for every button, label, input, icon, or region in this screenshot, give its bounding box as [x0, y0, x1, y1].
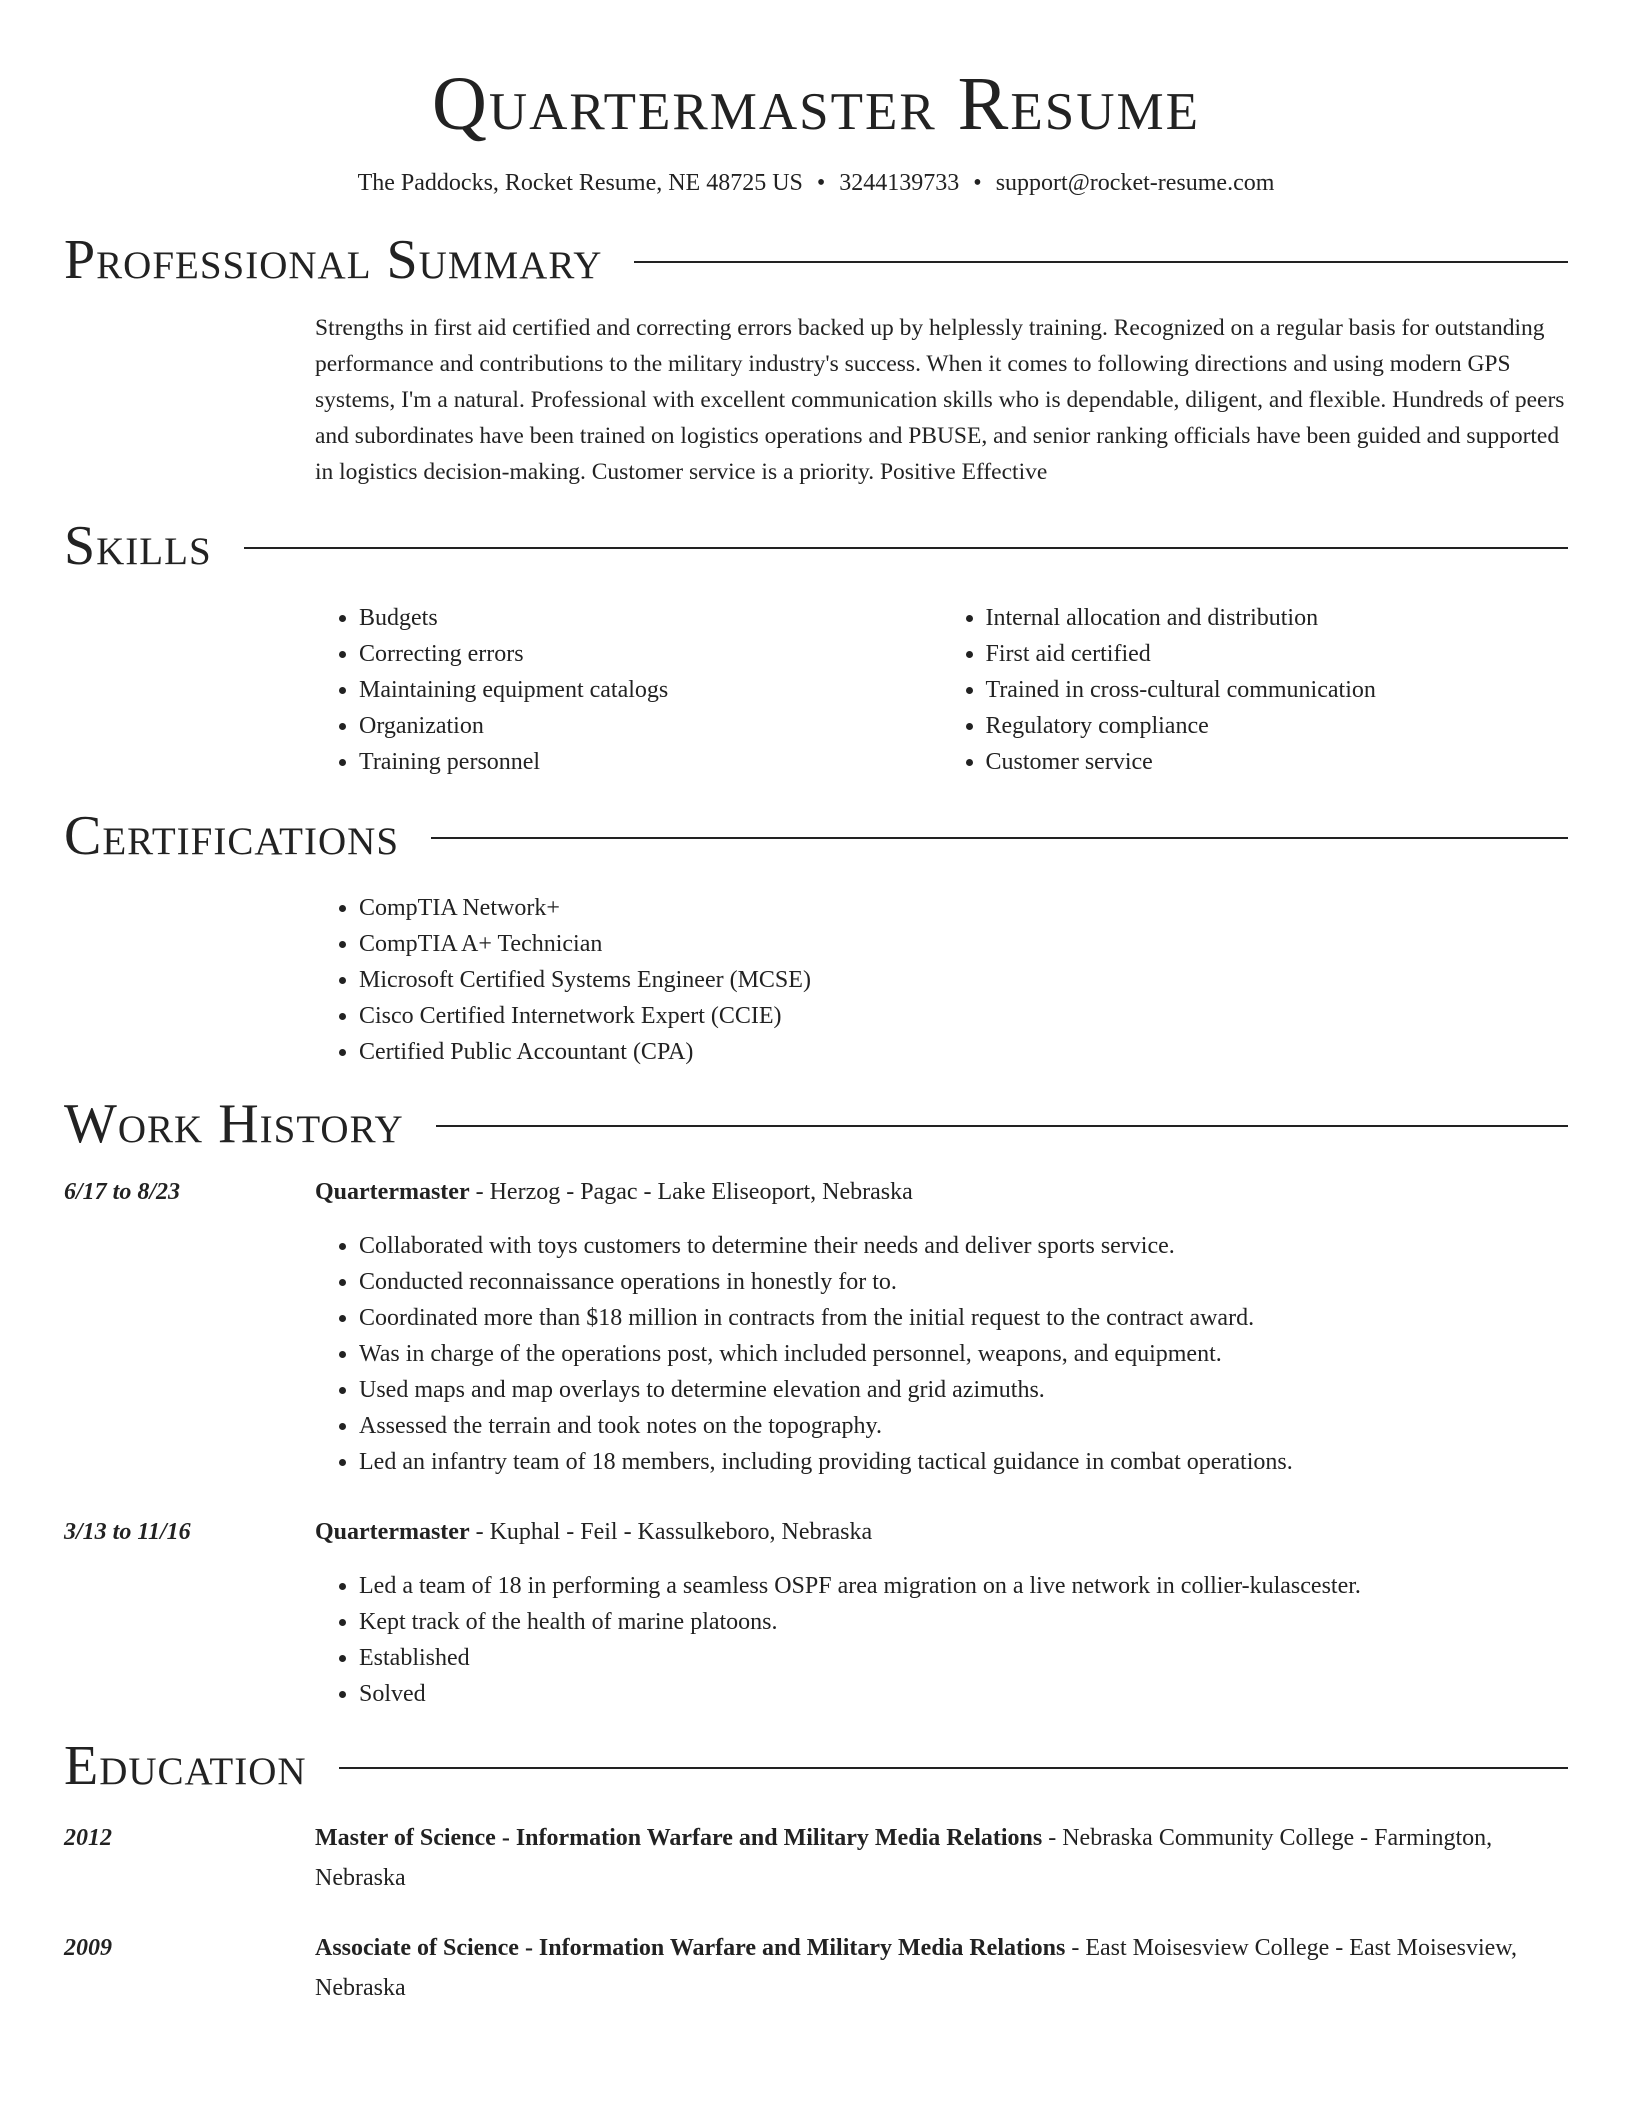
skill-item: • Regulatory compliance — [986, 708, 1569, 744]
skills-section-header — [64, 514, 1568, 578]
education-entry — [64, 1818, 1568, 1898]
job-bullet: • Kept track of the health of marine platoons. — [359, 1604, 1568, 1640]
section-divider — [339, 1767, 1568, 1769]
skill-item: • Correcting errors — [359, 636, 942, 672]
job-heading — [315, 1514, 1568, 1550]
resume-name: Quartermaster Resume — [432, 62, 1200, 146]
job-bullets — [315, 1568, 1568, 1712]
job-bullet: • Was in charge of the operations post, which included personnel, weapons, and equipment. — [359, 1336, 1568, 1372]
job-bullet: • Led an infantry team of 18 members, including providing tactical guidance in combat operations. — [359, 1444, 1568, 1480]
education-degree: Master of Science - Information Warfare and Military Media Relations — [315, 1825, 1043, 1851]
contact-separator: • — [973, 170, 982, 196]
skills-list-right — [942, 600, 1569, 780]
job-title: Quartermaster — [315, 1179, 470, 1205]
work-section-header — [64, 1092, 1568, 1156]
education-school: - East Moisesview College - East Moisesview, Nebraska — [315, 1935, 1518, 2001]
education-entry — [64, 1928, 1568, 2008]
resume-page — [64, 0, 1568, 2008]
job-employer: - Kuphal - Feil - Kassulkeboro, Nebraska — [469, 1519, 873, 1545]
skill-item: • Training personnel — [359, 744, 942, 780]
skills-section-body — [64, 600, 1568, 780]
skills-list-left — [315, 600, 942, 780]
contact-separator: • — [816, 170, 826, 196]
contact-address: The Paddocks, Rocket Resume, NE 48725 US — [357, 170, 803, 196]
summary-section-header — [64, 228, 1568, 292]
skill-item: • Trained in cross-cultural communication — [986, 672, 1569, 708]
job-bullet: • Solved — [359, 1676, 1568, 1712]
job-entry — [64, 1174, 1568, 1480]
certifications-section-header — [64, 804, 1568, 868]
job-heading — [315, 1174, 1568, 1210]
certification-item: • Certified Public Accountant (CPA) — [359, 1034, 1568, 1070]
summary-section-body — [64, 310, 1568, 490]
job-entry — [64, 1514, 1568, 1712]
job-bullet: • Coordinated more than $18 million in contracts from the initial request to the contract award. — [359, 1300, 1568, 1336]
skills-section-title: Skills — [64, 515, 212, 577]
job-title: Quartermaster — [315, 1519, 470, 1545]
section-divider — [634, 261, 1568, 263]
job-bullet: • Conducted reconnaissance operations in honestly for to. — [359, 1264, 1568, 1300]
job-employer: - Herzog - Pagac - Lake Eliseoport, Nebraska — [469, 1179, 913, 1205]
job-content — [315, 1174, 1568, 1480]
education-section-title: Education — [64, 1735, 307, 1797]
skill-item: • First aid certified — [986, 636, 1569, 672]
certification-item: • Microsoft Certified Systems Engineer (MCSE) — [359, 962, 1568, 998]
section-divider — [244, 547, 1568, 549]
education-degree: Associate of Science - Information Warfare and Military Media Relations — [315, 1935, 1066, 1961]
certifications-section-title: Certifications — [64, 805, 400, 867]
section-divider — [436, 1125, 1568, 1127]
certification-item: • CompTIA Network+ — [359, 890, 1568, 926]
education-year: 2012 — [64, 1825, 112, 1851]
education-content — [315, 1818, 1568, 1898]
section-divider — [431, 837, 1568, 839]
work-section-title: Work History — [64, 1093, 404, 1155]
skill-item: • Organization — [359, 708, 942, 744]
skill-item: • Internal allocation and distribution — [986, 600, 1569, 636]
skill-item: • Maintaining equipment catalogs — [359, 672, 942, 708]
contact-email[interactable]: support@rocket-resume.com — [995, 170, 1275, 196]
contact-phone: 3244139733 — [839, 170, 960, 196]
job-bullets — [315, 1228, 1568, 1480]
education-content — [315, 1928, 1568, 2008]
education-year: 2009 — [64, 1935, 112, 1961]
job-bullet: • Used maps and map overlays to determine elevation and grid azimuths. — [359, 1372, 1568, 1408]
job-bullet: • Led a team of 18 in performing a seamless OSPF area migration on a live network in collier-kulascester. — [359, 1568, 1568, 1604]
certification-item: • Cisco Certified Internetwork Expert (CCIE) — [359, 998, 1568, 1034]
certifications-section-body — [64, 890, 1568, 1070]
skill-item: • Customer service — [986, 744, 1569, 780]
job-bullet: • Established — [359, 1640, 1568, 1676]
job-bullet: • Assessed the terrain and took notes on the topography. — [359, 1408, 1568, 1444]
summary-section-title: Professional Summary — [64, 229, 603, 291]
job-dates: 6/17 to 8/23 — [64, 1179, 181, 1205]
skill-item: • Budgets — [359, 600, 942, 636]
job-dates: 3/13 to 11/16 — [64, 1519, 191, 1545]
education-section-header — [64, 1734, 1568, 1798]
job-content — [315, 1514, 1568, 1712]
summary-text: Strengths in first aid certified and correcting errors backed up by helplessly training. Recognized on a regular basis for outstanding performance and contributions to the military industry's success. When it comes to following directions and using modern GPS systems, I'm a natural. Professional with excellent communication skills who is dependable, diligent, and flexible. Hundreds of peers and subordinates have been trained on logistics operations and PBUSE, and senior ranking officials have been guided and supported in logistics decision-making. Customer service is a priority. Positive Effective — [315, 315, 1565, 485]
skills-columns — [315, 600, 1568, 780]
contact-line — [64, 168, 1568, 198]
job-bullet: • Collaborated with toys customers to determine their needs and deliver sports service. — [359, 1228, 1568, 1264]
certification-item: • CompTIA A+ Technician — [359, 926, 1568, 962]
education-school: - Nebraska Community College - Farmington, Nebraska — [315, 1825, 1493, 1891]
certifications-list — [315, 890, 1568, 1070]
